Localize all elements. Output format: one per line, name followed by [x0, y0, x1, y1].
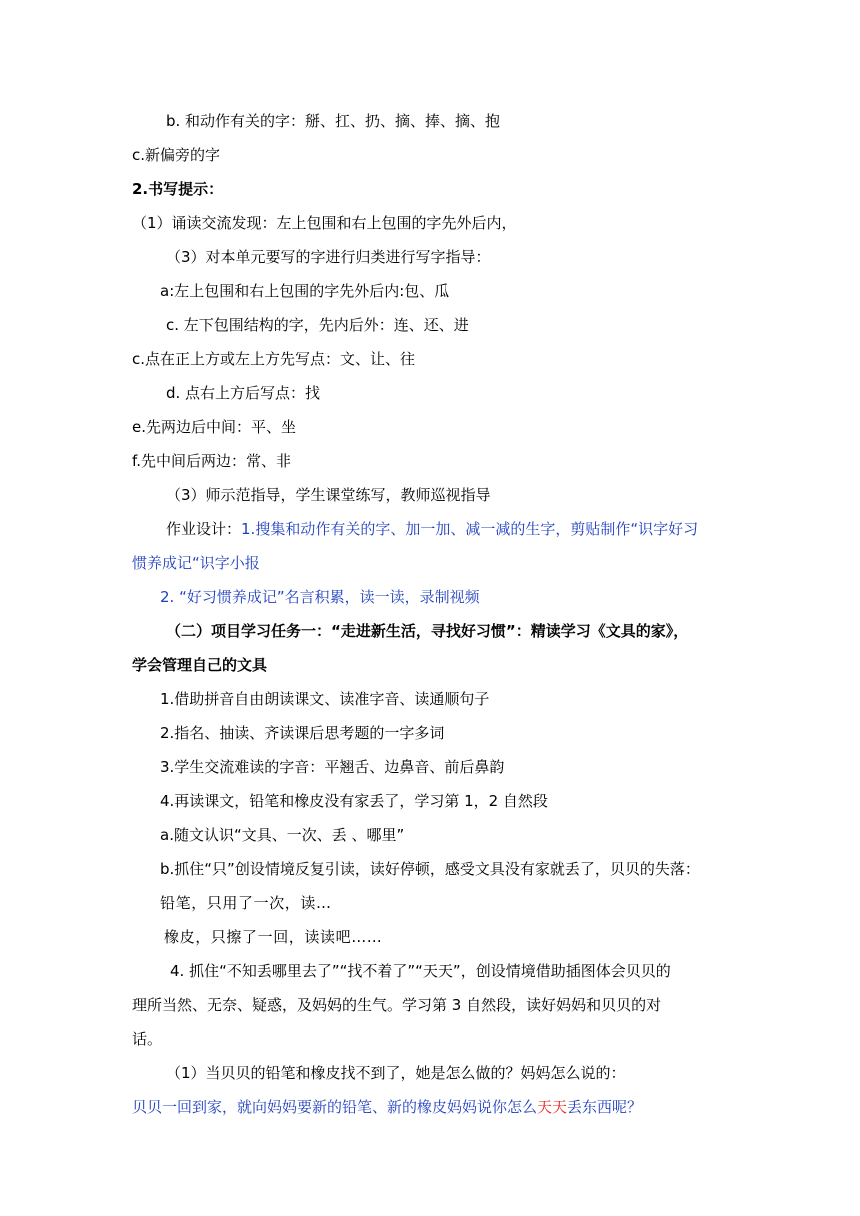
text-line: c. 左下包围结构的字，先内后外：连、还、进 [166, 316, 469, 334]
text-line: （3）对本单元要写的字进行归类进行写字指导： [166, 248, 491, 266]
text-line: 4.再读课文，铅笔和橡皮没有家丢了，学习第 1，2 自然段 [160, 792, 548, 810]
text-line: 3.学生交流难读的字音：平翘舌、边鼻音、前后鼻韵 [160, 758, 505, 776]
text-line: （1）诵读交流发现：左上包围和右上包围的字先外后内， [132, 214, 517, 232]
task-heading: （二）项目学习任务一：“走进新生活，寻找好习惯”：精读学习《文具的家》， [166, 622, 689, 640]
text-line: b. 和动作有关的字：掰、扛、扔、摘、捧、摘、抱 [166, 112, 501, 130]
highlight-word: 天天 [537, 1098, 568, 1116]
homework-line [166, 518, 698, 540]
text-line: c.点在正上方或左上方先写点：文、让、往 [132, 350, 416, 368]
text-line: 4. 抓住“不知丢哪里去了”“找不着了”“天天”，创设情境借助插图体会贝贝的 [170, 962, 671, 980]
task-heading-cont: 学会管理自己的文具 [132, 656, 268, 674]
text-line: 2.指名、抽读、齐读课后思考题的一字多词 [160, 724, 445, 742]
text-line: 橡皮，只擦了一回，读读吧…… [164, 928, 383, 946]
text-line: 话。 [132, 1030, 163, 1048]
dialogue-text: 贝贝一回到家，就向妈妈要新的铅笔、新的橡皮妈妈说你怎么 [132, 1098, 538, 1116]
text-line: 理所当然、无奈、疑惑，及妈妈的生气。学习第 3 自然段，读好妈妈和贝贝的对 [132, 996, 662, 1014]
homework-label: 作业设计： [166, 520, 242, 538]
text-line: 1.借助拼音自由朗读课文、读准字音、读通顺句子 [160, 690, 490, 708]
section-heading: 2.书写提示： [132, 180, 224, 198]
text-line: a.随文认识“文具、一次、丢 、哪里” [160, 826, 405, 844]
homework-item-1: 1.搜集和动作有关的字、加一加、减一减的生字，剪贴制作“识字好习 [241, 520, 699, 538]
text-line: 铅笔，只用了一次，读… [160, 894, 332, 912]
text-line: （3）师示范指导，学生课堂练写，教师巡视指导 [166, 486, 491, 504]
text-line: （1）当贝贝的铅笔和橡皮找不到了，她是怎么做的？妈妈怎么说的： [166, 1064, 626, 1082]
text-line: e.先两边后中间：平、坐 [132, 418, 296, 436]
text-line: a:左上包围和右上包围的字先外后内:包、瓜 [160, 282, 450, 300]
homework-item-1-cont: 惯养成记“识字小报 [132, 554, 260, 572]
text-line: c.新偏旁的字 [132, 146, 221, 164]
text-line: f.先中间后两边：常、非 [132, 452, 291, 470]
dialogue-line [132, 1096, 642, 1118]
dialogue-text-end: 丢东西呢？ [567, 1098, 643, 1116]
text-line: d. 点右上方后写点：找 [166, 384, 321, 402]
text-line: b.抓住“只”创设情境反复引读，读好停顿，感受文具没有家就丢了，贝贝的失落： [160, 860, 700, 878]
homework-item-2: 2. “好习惯养成记”名言积累，读一读，录制视频 [160, 588, 480, 606]
